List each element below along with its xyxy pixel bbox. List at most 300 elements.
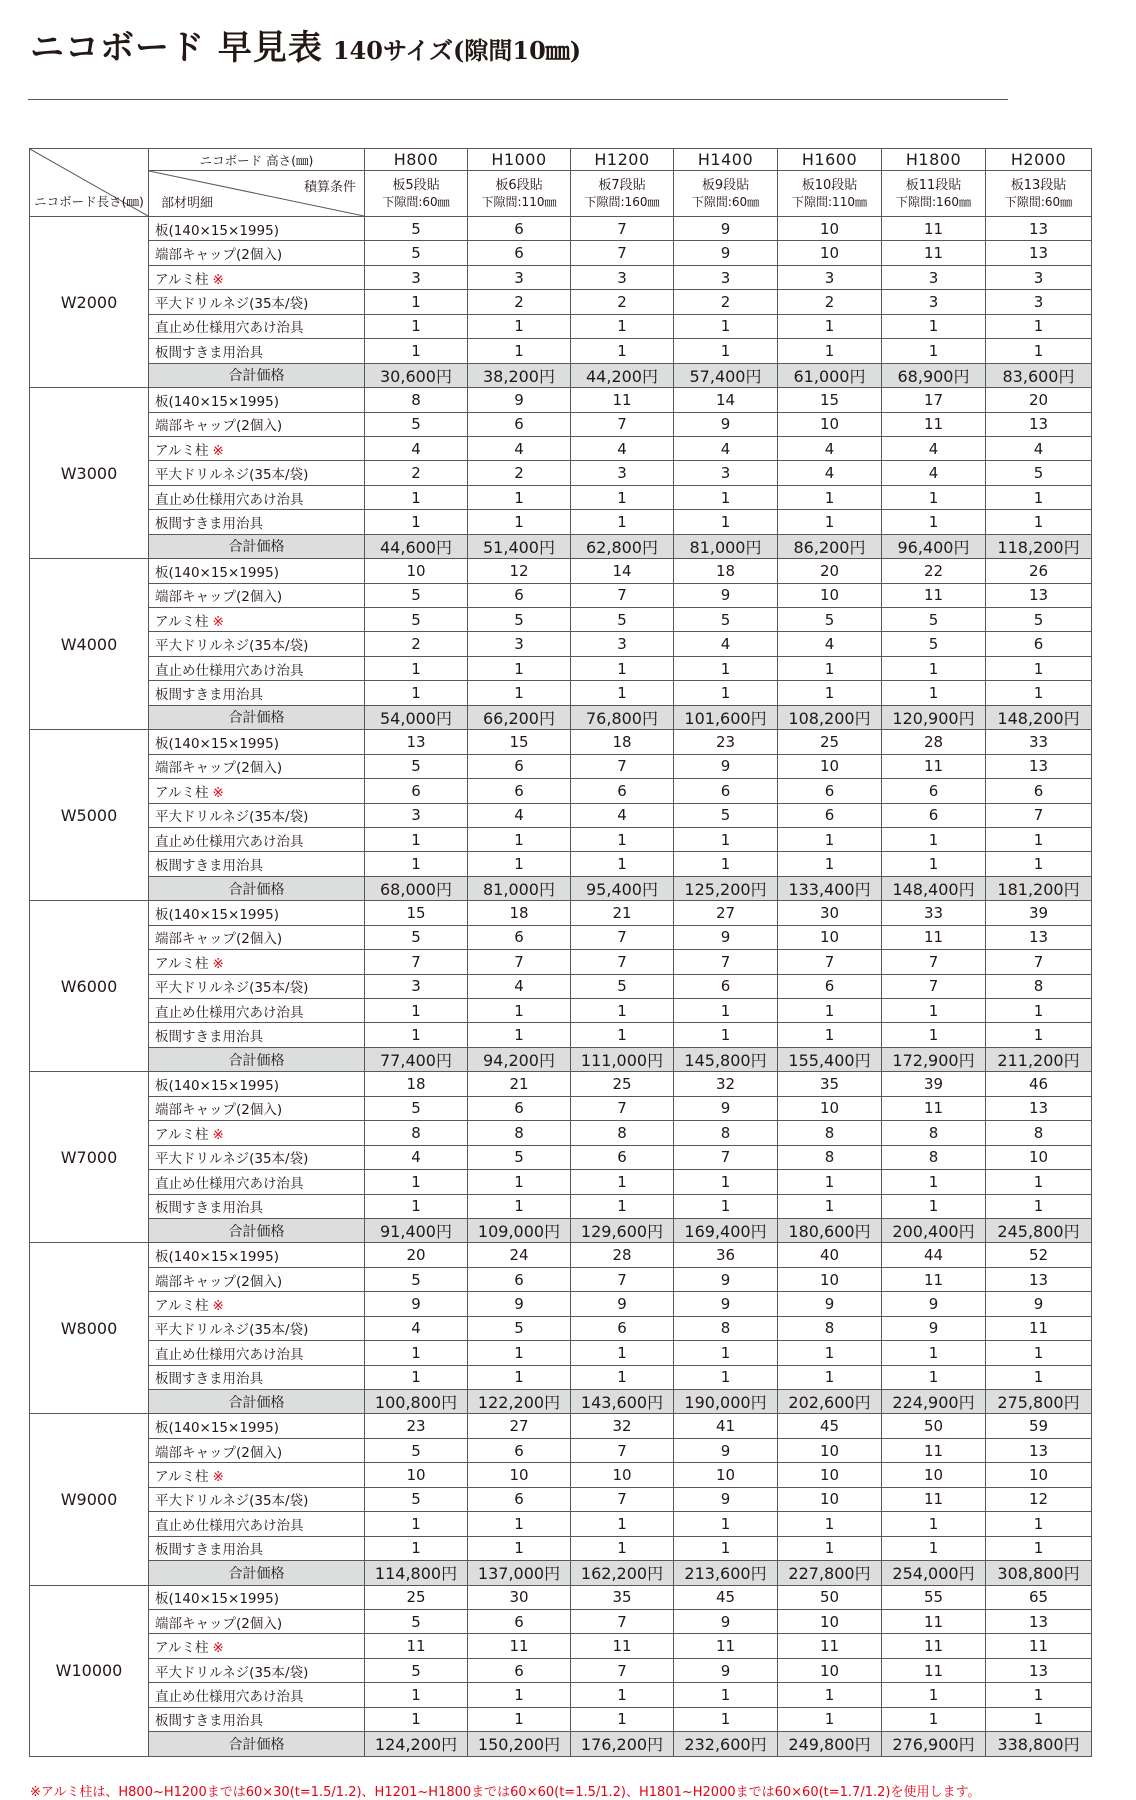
part-name: [149, 656, 365, 680]
table-row: [30, 339, 1092, 363]
quantity-cell: 11: [882, 412, 986, 436]
table-row: [30, 1658, 1092, 1682]
part-name-text: 平大ドリルネジ(35本/袋): [155, 980, 309, 997]
table-row: [30, 632, 1092, 656]
quantity-cell: 9: [882, 1292, 986, 1316]
quantity-cell: 1: [468, 1023, 571, 1047]
table-row: [30, 1707, 1092, 1731]
width-label: W2000: [30, 217, 149, 388]
part-name: [149, 241, 365, 265]
quantity-cell: 6: [468, 241, 571, 265]
total-label: 合計価格: [149, 1561, 365, 1585]
quantity-cell: 9: [674, 1096, 778, 1120]
quantity-cell: 8: [986, 1121, 1092, 1145]
quantity-cell: 1: [674, 656, 778, 680]
table-row: [30, 1243, 1092, 1267]
quantity-cell: 21: [468, 1072, 571, 1096]
total-price: 81,000円: [674, 534, 778, 558]
column-height: H800: [365, 149, 468, 171]
part-name: [149, 1145, 365, 1169]
quantity-cell: 1: [365, 827, 468, 851]
part-name: [149, 632, 365, 656]
quantity-cell: 1: [778, 510, 882, 534]
part-name: [149, 388, 365, 412]
part-name: [149, 1512, 365, 1536]
quantity-cell: 4: [571, 803, 674, 827]
quantity-cell: 7: [468, 950, 571, 974]
quantity-cell: 50: [778, 1585, 882, 1609]
table-row: [30, 1487, 1092, 1511]
width-label: W5000: [30, 730, 149, 901]
table-row: [30, 827, 1092, 851]
part-name: [149, 1341, 365, 1365]
quantity-cell: 9: [468, 1292, 571, 1316]
quantity-cell: 6: [468, 1096, 571, 1120]
quantity-cell: 10: [778, 925, 882, 949]
quantity-cell: 1: [468, 1170, 571, 1194]
quantity-cell: 1: [674, 1341, 778, 1365]
total-row: [30, 1732, 1092, 1756]
quantity-cell: 5: [365, 1096, 468, 1120]
part-name: [149, 827, 365, 851]
table-row: [30, 1292, 1092, 1316]
part-name-text: 平大ドリルネジ(35本/袋): [155, 1151, 309, 1168]
table-row: [30, 925, 1092, 949]
quantity-cell: 1: [365, 1512, 468, 1536]
table-row: [30, 1267, 1092, 1291]
total-price: 176,200円: [571, 1732, 674, 1756]
quantity-cell: 1: [365, 1536, 468, 1560]
quantity-cell: 9: [365, 1292, 468, 1316]
quantity-cell: 7: [571, 583, 674, 607]
total-label: 合計価格: [149, 876, 365, 900]
quantity-cell: 10: [778, 1487, 882, 1511]
part-name: [149, 950, 365, 974]
total-price: 200,400円: [882, 1218, 986, 1242]
quantity-cell: 4: [778, 632, 882, 656]
table-row: [30, 1609, 1092, 1633]
quantity-cell: 4: [778, 436, 882, 460]
note-mark: ※: [212, 271, 224, 288]
quantity-cell: 65: [986, 1585, 1092, 1609]
quantity-cell: 1: [778, 339, 882, 363]
quantity-cell: 1: [674, 827, 778, 851]
total-price: 180,600円: [778, 1218, 882, 1242]
part-name-text: 端部キャップ(2個入): [155, 1102, 283, 1119]
length-header-label: ニコボード長さ(㎜): [34, 194, 144, 209]
table-row: [30, 1365, 1092, 1389]
part-name: [149, 1072, 365, 1096]
quantity-cell: 20: [778, 559, 882, 583]
quantity-cell: 5: [365, 1487, 468, 1511]
part-name: [149, 1585, 365, 1609]
quantity-cell: 1: [571, 827, 674, 851]
quantity-cell: 1: [882, 339, 986, 363]
quantity-cell: 1: [365, 1365, 468, 1389]
part-name: [149, 1292, 365, 1316]
quantity-cell: 6: [571, 779, 674, 803]
total-price: 338,800円: [986, 1732, 1092, 1756]
part-name: [149, 974, 365, 998]
total-price: 68,900円: [882, 363, 986, 387]
total-price: 275,800円: [986, 1390, 1092, 1414]
quantity-cell: 5: [571, 974, 674, 998]
quantity-cell: 4: [674, 436, 778, 460]
quantity-cell: 8: [778, 1316, 882, 1340]
quantity-cell: 1: [778, 1023, 882, 1047]
quantity-cell: 1: [882, 1707, 986, 1731]
part-name-text: 平大ドリルネジ(35本/袋): [155, 1664, 309, 1681]
part-name-text: 直止め仕様用穴あけ治具: [155, 1175, 304, 1192]
total-price: 111,000円: [571, 1047, 674, 1071]
table-row: [30, 265, 1092, 289]
quantity-cell: 9: [674, 241, 778, 265]
quantity-cell: 1: [571, 339, 674, 363]
quantity-cell: 1: [986, 656, 1092, 680]
quantity-cell: 1: [468, 1707, 571, 1731]
part-name-text: アルミ柱: [155, 442, 209, 459]
quantity-cell: 1: [674, 510, 778, 534]
quantity-cell: 17: [882, 388, 986, 412]
quantity-cell: 11: [882, 1487, 986, 1511]
quantity-cell: 8: [365, 1121, 468, 1145]
total-price: 101,600円: [674, 705, 778, 729]
table-row: [30, 1194, 1092, 1218]
quantity-cell: 9: [674, 583, 778, 607]
total-price: 150,200円: [468, 1732, 571, 1756]
part-name: [149, 217, 365, 241]
total-price: 83,600円: [986, 363, 1092, 387]
total-price: 148,400円: [882, 876, 986, 900]
quantity-cell: 1: [986, 852, 1092, 876]
quantity-cell: 5: [882, 608, 986, 632]
total-price: 100,800円: [365, 1390, 468, 1414]
quantity-cell: 1: [571, 852, 674, 876]
part-name-text: 板間すきま用治具: [155, 1713, 263, 1730]
quantity-cell: 6: [571, 1145, 674, 1169]
quantity-cell: 13: [986, 217, 1092, 241]
table-row: [30, 1096, 1092, 1120]
quantity-cell: 1: [571, 656, 674, 680]
quantity-cell: 6: [882, 803, 986, 827]
quantity-cell: 3: [571, 632, 674, 656]
quantity-cell: 6: [778, 779, 882, 803]
quantity-cell: 5: [986, 608, 1092, 632]
quantity-cell: 3: [365, 974, 468, 998]
quantity-cell: 13: [365, 730, 468, 754]
table-row: [30, 436, 1092, 460]
quantity-cell: 18: [571, 730, 674, 754]
quantity-cell: 6: [468, 1267, 571, 1291]
quantity-cell: 3: [986, 290, 1092, 314]
quantity-cell: 6: [468, 583, 571, 607]
quantity-cell: 1: [882, 314, 986, 338]
quantity-cell: 1: [778, 1707, 882, 1731]
quantity-cell: 3: [882, 265, 986, 289]
part-name-text: 板間すきま用治具: [155, 515, 263, 532]
quantity-cell: 3: [571, 461, 674, 485]
quantity-cell: 1: [882, 1683, 986, 1707]
quantity-cell: 2: [778, 290, 882, 314]
quantity-cell: 1: [778, 1170, 882, 1194]
quantity-cell: 11: [882, 1438, 986, 1462]
quantity-cell: 14: [571, 559, 674, 583]
quantity-cell: 7: [571, 925, 674, 949]
part-name: [149, 265, 365, 289]
quantity-cell: 1: [882, 999, 986, 1023]
total-price: 245,800円: [986, 1218, 1092, 1242]
quantity-cell: 10: [778, 754, 882, 778]
quantity-cell: 1: [778, 314, 882, 338]
part-name-text: 板(140×15×1995): [155, 393, 279, 410]
quantity-cell: 1: [778, 852, 882, 876]
total-row: [30, 1218, 1092, 1242]
quantity-cell: 5: [571, 608, 674, 632]
column-condition: 板11段貼 下隙間:160㎜: [882, 171, 986, 217]
part-name-text: アルミ柱: [155, 613, 209, 630]
total-price: 162,200円: [571, 1561, 674, 1585]
total-label: 合計価格: [149, 534, 365, 558]
quantity-cell: 8: [882, 1121, 986, 1145]
note-mark: ※: [212, 613, 224, 630]
quantity-cell: 15: [468, 730, 571, 754]
quantity-cell: 9: [882, 1316, 986, 1340]
quantity-cell: 6: [986, 779, 1092, 803]
part-name-text: 端部キャップ(2個入): [155, 418, 283, 435]
quantity-cell: 18: [365, 1072, 468, 1096]
total-price: 44,600円: [365, 534, 468, 558]
total-price: 224,900円: [882, 1390, 986, 1414]
quantity-cell: 5: [365, 412, 468, 436]
quantity-cell: 1: [882, 1170, 986, 1194]
total-price: 114,800円: [365, 1561, 468, 1585]
quantity-cell: 11: [365, 1634, 468, 1658]
part-name: [149, 1170, 365, 1194]
table-row: [30, 1170, 1092, 1194]
quantity-cell: 9: [986, 1292, 1092, 1316]
quantity-cell: 11: [882, 925, 986, 949]
table-row: [30, 999, 1092, 1023]
quantity-cell: 13: [986, 1096, 1092, 1120]
quantity-cell: 3: [468, 265, 571, 289]
quantity-cell: 6: [468, 217, 571, 241]
quantity-cell: 33: [882, 901, 986, 925]
table-row: [30, 656, 1092, 680]
total-row: [30, 363, 1092, 387]
part-name: [149, 1096, 365, 1120]
quantity-cell: 10: [882, 1463, 986, 1487]
quantity-cell: 3: [674, 265, 778, 289]
quantity-cell: 1: [365, 1707, 468, 1731]
quantity-cell: 39: [986, 901, 1092, 925]
quantity-cell: 35: [571, 1585, 674, 1609]
part-name-text: 端部キャップ(2個入): [155, 1273, 283, 1290]
quantity-cell: 40: [778, 1243, 882, 1267]
total-price: 213,600円: [674, 1561, 778, 1585]
total-price: 232,600円: [674, 1732, 778, 1756]
quantity-cell: 1: [882, 1341, 986, 1365]
table-row: [30, 681, 1092, 705]
total-price: 118,200円: [986, 534, 1092, 558]
part-name-text: 板(140×15×1995): [155, 1078, 279, 1095]
quantity-cell: 6: [468, 1487, 571, 1511]
total-price: 108,200円: [778, 705, 882, 729]
quantity-cell: 13: [986, 1658, 1092, 1682]
quantity-cell: 1: [778, 656, 882, 680]
part-name-text: 板(140×15×1995): [155, 564, 279, 581]
quantity-cell: 5: [778, 608, 882, 632]
quantity-cell: 4: [468, 436, 571, 460]
quantity-cell: 1: [468, 999, 571, 1023]
quantity-cell: 18: [468, 901, 571, 925]
quantity-cell: 1: [674, 1170, 778, 1194]
quantity-cell: 5: [674, 608, 778, 632]
condition-label: 積算条件: [303, 180, 356, 195]
quantity-cell: 55: [882, 1585, 986, 1609]
quantity-cell: 4: [882, 461, 986, 485]
table-row: [30, 1463, 1092, 1487]
quantity-cell: 7: [986, 803, 1092, 827]
quantity-cell: 9: [674, 1487, 778, 1511]
quantity-cell: 7: [571, 950, 674, 974]
part-name: [149, 1194, 365, 1218]
quantity-cell: 5: [365, 1609, 468, 1633]
table-row: [30, 1585, 1092, 1609]
part-name-text: 平大ドリルネジ(35本/袋): [155, 1322, 309, 1339]
table-row: [30, 1023, 1092, 1047]
part-name-text: 板(140×15×1995): [155, 735, 279, 752]
total-price: 94,200円: [468, 1047, 571, 1071]
quantity-cell: 9: [674, 217, 778, 241]
quantity-cell: 7: [571, 217, 674, 241]
quantity-cell: 1: [882, 1536, 986, 1560]
header-row-heights: [30, 149, 1092, 171]
quantity-cell: 5: [468, 1145, 571, 1169]
quantity-cell: 1: [468, 314, 571, 338]
quantity-cell: 1: [468, 1341, 571, 1365]
quantity-cell: 10: [778, 217, 882, 241]
total-label: 合計価格: [149, 1047, 365, 1071]
quantity-cell: 45: [674, 1585, 778, 1609]
quantity-cell: 7: [882, 950, 986, 974]
total-price: 308,800円: [986, 1561, 1092, 1585]
quantity-cell: 11: [778, 1634, 882, 1658]
part-name-text: 直止め仕様用穴あけ治具: [155, 1346, 304, 1363]
quantity-cell: 1: [986, 999, 1092, 1023]
quantity-cell: 2: [468, 461, 571, 485]
quantity-cell: 25: [365, 1585, 468, 1609]
quantity-cell: 9: [674, 412, 778, 436]
column-condition: 板10段貼 下隙間:110㎜: [778, 171, 882, 217]
quantity-cell: 9: [674, 925, 778, 949]
quantity-cell: 11: [571, 388, 674, 412]
quantity-cell: 3: [365, 803, 468, 827]
quantity-cell: 35: [778, 1072, 882, 1096]
quantity-cell: 9: [674, 1609, 778, 1633]
table-row: [30, 1414, 1092, 1438]
table-row: [30, 1341, 1092, 1365]
quantity-cell: 1: [778, 1194, 882, 1218]
total-row: [30, 705, 1092, 729]
quantity-cell: 1: [365, 999, 468, 1023]
part-name-text: 板間すきま用治具: [155, 1200, 263, 1217]
quantity-cell: 7: [571, 241, 674, 265]
quantity-cell: 1: [674, 1023, 778, 1047]
quantity-cell: 1: [571, 314, 674, 338]
quantity-cell: 1: [571, 1341, 674, 1365]
quantity-cell: 1: [986, 1512, 1092, 1536]
quantity-cell: 10: [468, 1463, 571, 1487]
quantity-cell: 1: [778, 827, 882, 851]
quantity-cell: 11: [674, 1634, 778, 1658]
part-name: [149, 1267, 365, 1291]
part-name: [149, 1121, 365, 1145]
total-price: 254,000円: [882, 1561, 986, 1585]
note-mark: ※: [212, 1126, 224, 1143]
quantity-cell: 6: [468, 779, 571, 803]
quantity-cell: 1: [468, 852, 571, 876]
part-name: [149, 608, 365, 632]
part-name-text: 板間すきま用治具: [155, 344, 263, 361]
quantity-cell: 7: [986, 950, 1092, 974]
quantity-cell: 1: [674, 852, 778, 876]
quantity-cell: 5: [365, 608, 468, 632]
quantity-cell: 1: [365, 1683, 468, 1707]
quantity-cell: 36: [674, 1243, 778, 1267]
quantity-cell: 12: [468, 559, 571, 583]
part-name-text: 平大ドリルネジ(35本/袋): [155, 1493, 309, 1510]
quantity-cell: 6: [778, 803, 882, 827]
total-price: 169,400円: [674, 1218, 778, 1242]
quantity-cell: 1: [468, 339, 571, 363]
part-name-text: 板(140×15×1995): [155, 1420, 279, 1437]
quantity-cell: 7: [571, 1609, 674, 1633]
quantity-cell: 28: [882, 730, 986, 754]
quantity-cell: 10: [778, 583, 882, 607]
part-name-text: 直止め仕様用穴あけ治具: [155, 491, 304, 508]
quantity-cell: 9: [674, 1267, 778, 1291]
quantity-cell: 1: [882, 827, 986, 851]
quantity-cell: 6: [882, 779, 986, 803]
total-price: 202,600円: [778, 1390, 882, 1414]
quantity-cell: 1: [882, 1365, 986, 1389]
quantity-cell: 30: [468, 1585, 571, 1609]
title-rule: [28, 99, 1008, 100]
quantity-cell: 1: [365, 1194, 468, 1218]
part-name: [149, 1316, 365, 1340]
part-name-text: アルミ柱: [155, 1469, 209, 1486]
quantity-cell: 10: [778, 1096, 882, 1120]
quantity-cell: 5: [674, 803, 778, 827]
total-row: [30, 876, 1092, 900]
quantity-cell: 6: [365, 779, 468, 803]
column-condition: 板5段貼 下隙間:60㎜: [365, 171, 468, 217]
quantity-cell: 2: [365, 461, 468, 485]
part-name: [149, 1023, 365, 1047]
column-condition: 板7段貼 下隙間:160㎜: [571, 171, 674, 217]
table-row: [30, 803, 1092, 827]
quantity-cell: 7: [571, 412, 674, 436]
quantity-cell: 9: [778, 1292, 882, 1316]
quantity-cell: 3: [468, 632, 571, 656]
part-name-text: アルミ柱: [155, 1640, 209, 1657]
column-condition: 板6段貼 下隙間:110㎜: [468, 171, 571, 217]
quantity-cell: 5: [365, 1438, 468, 1462]
quantity-cell: 4: [365, 436, 468, 460]
height-header-label: ニコボード 高さ(㎜): [149, 149, 365, 171]
part-name: [149, 583, 365, 607]
quantity-cell: 4: [365, 1145, 468, 1169]
